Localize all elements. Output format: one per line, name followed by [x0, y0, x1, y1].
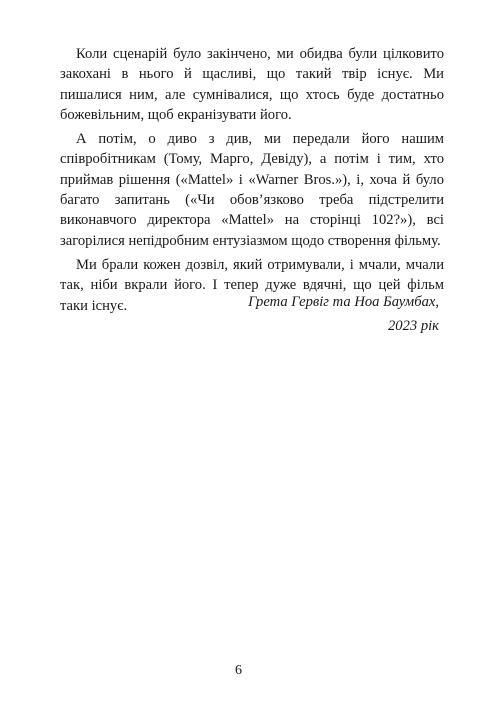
paragraph-1: Коли сценарій було закінчено, ми обидва були цілковито закохані в нього й щасливі, що такий твір існує. Ми пишалися ним, але сумнівалися, що хтось буде достатньо божевільним, щоб екранізувати його. — [60, 46, 444, 123]
signature-authors: Грета Гервіг та Ноа Баумбах, — [248, 294, 439, 310]
paragraph-3: Ми брали кожен дозвіл, який отримували, і мчали, мчали так, ніби вкрали його. І тепер дуже вдячні, що цей фільм таки існує. — [60, 256, 444, 314]
page-number: 6 — [235, 663, 242, 678]
signature — [248, 290, 439, 338]
signature-year: 2023 рік — [387, 318, 439, 334]
paragraph-2: А потім, о диво з див, ми передали його нашим співробітникам (Тому, Марго, Девіду), а потім і тим, хто приймав рішення («Mattel» і «Warner Bros.»), і, хоча й було багато запитань («Чи обов’язково треба підстрелити виконавчого директора «Mattel» на сторінці 102?»), всі загорілися непідробним ентузіазмом щодо створення фільму. — [60, 131, 444, 249]
body-text — [60, 44, 444, 320]
